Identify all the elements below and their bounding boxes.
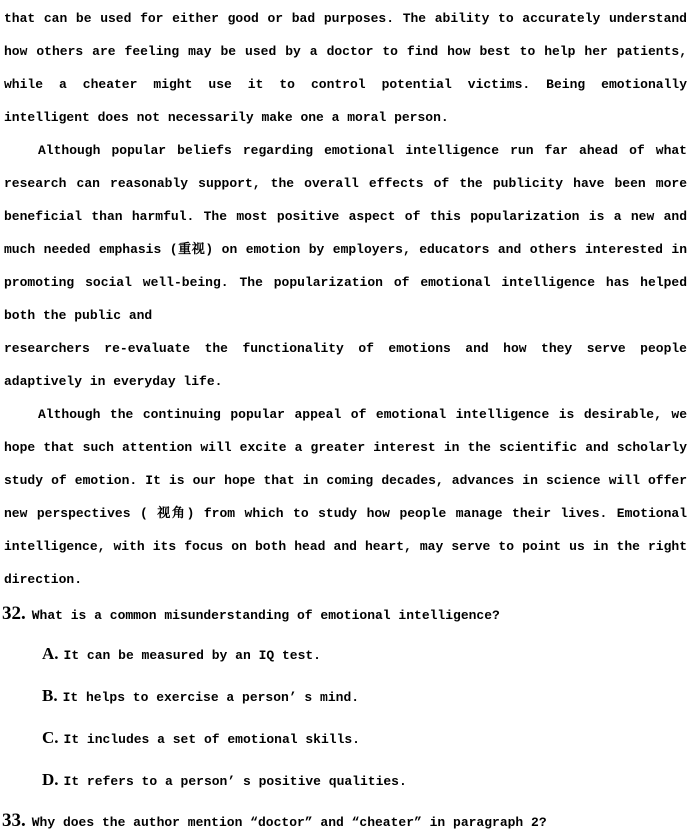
question-33-number: 33. bbox=[2, 810, 26, 829]
question-32-option-a bbox=[2, 634, 687, 676]
option-d-text: It refers to a person’ s positive qualities. bbox=[63, 774, 407, 789]
question-33-text: Why does the author mention “doctor” and “cheater” in paragraph 2? bbox=[31, 815, 547, 829]
passage-paragraph-2: Although popular beliefs regarding emotional intelligence run far ahead of what research can reasonably support, the overall effects of the publicity have been more beneficial than harmful. The most positive aspect of this popularization is a new and much needed emphasis (重视) on emotion by employers, educators and others interested in promoting social well-being. The popularization of emotional intelligence has helped both the public and bbox=[4, 143, 687, 323]
question-32-option-d bbox=[2, 760, 687, 802]
passage-paragraph-3: Although the continuing popular appeal of emotional intelligence is desirable, we hope that such attention will excite a greater interest in the scientific and scholarly study of emotion. It is our hope that in coming decades, advances in science will offer new perspectives ( 视角) from which to study how people manage their lives. Emotional intelligence, with its focus on both head and heart, may serve to point us in the right direction. bbox=[4, 407, 687, 587]
question-32-stem bbox=[2, 596, 687, 634]
question-32-option-c bbox=[2, 718, 687, 760]
question-32-text: What is a common misunderstanding of emotional intelligence? bbox=[31, 608, 500, 623]
option-a-text: It can be measured by an IQ test. bbox=[63, 648, 321, 663]
question-32 bbox=[2, 596, 687, 802]
questions-section bbox=[0, 596, 693, 829]
option-c-text: It includes a set of emotional skills. bbox=[63, 732, 360, 747]
question-32-number: 32. bbox=[2, 603, 26, 624]
passage-paragraph-continuation: that can be used for either good or bad purposes. The ability to accurately understand how others are feeling may be used by a doctor to find how best to help her patients, while a cheater might use it to control potential victims. Being emotionally intelligent does not necessarily make one a moral person. bbox=[4, 11, 687, 125]
option-b-text: It helps to exercise a person’ s mind. bbox=[62, 690, 360, 705]
option-c-label: C. bbox=[42, 728, 59, 747]
question-33 bbox=[2, 802, 687, 829]
option-d-label: D. bbox=[42, 770, 59, 789]
question-32-option-b bbox=[2, 676, 687, 718]
option-a-label: A. bbox=[42, 644, 59, 663]
question-33-stem bbox=[2, 802, 687, 829]
option-b-label: B. bbox=[42, 686, 58, 705]
passage-paragraph-2-continued: researchers re-evaluate the functionality of emotions and how they serve people adaptively in everyday life. bbox=[4, 341, 687, 389]
